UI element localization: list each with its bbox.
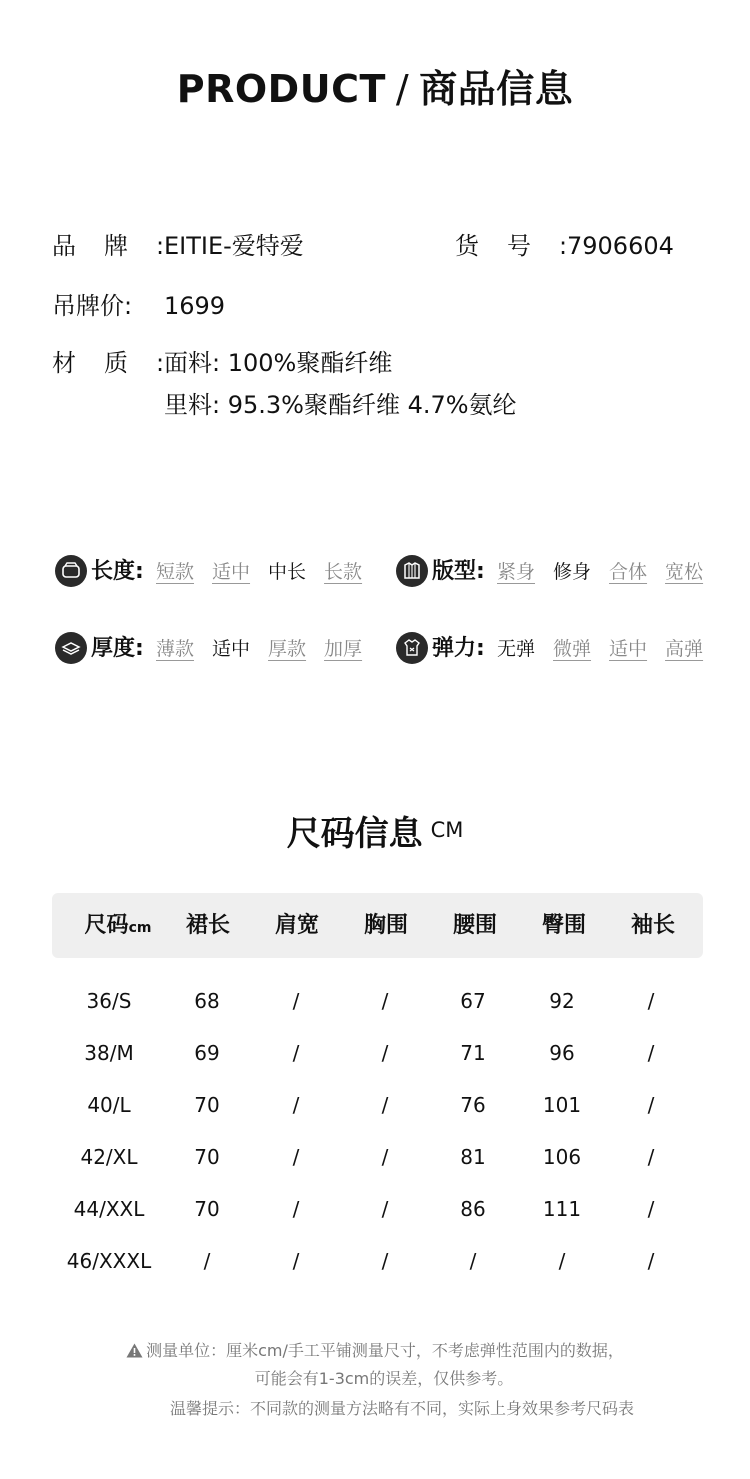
measure-cell: / bbox=[647, 1197, 655, 1221]
header-cell: 袖长 bbox=[630, 913, 675, 938]
option-item: 合体 bbox=[609, 561, 648, 583]
attr-name: 长度: bbox=[91, 559, 144, 584]
page-title bbox=[0, 58, 750, 113]
measure-cell: 76 bbox=[460, 1093, 486, 1117]
title-en: PRODUCT bbox=[176, 67, 386, 111]
fit-icon bbox=[396, 555, 428, 587]
table-row bbox=[0, 981, 750, 1021]
measure-cell: 68 bbox=[194, 989, 220, 1013]
option-item-selected: 中长 bbox=[268, 561, 307, 583]
measure-cell: / bbox=[469, 1249, 477, 1273]
thickness-icon bbox=[55, 632, 87, 664]
measure-cell: 96 bbox=[549, 1041, 575, 1065]
measure-cell: / bbox=[381, 1145, 389, 1169]
measure-cell: / bbox=[381, 1197, 389, 1221]
material-label bbox=[52, 343, 164, 378]
table-row bbox=[0, 1033, 750, 1073]
size-cell: 46/XXXL bbox=[66, 1249, 152, 1273]
table-row bbox=[0, 1085, 750, 1125]
size-title-text: 尺码信息 bbox=[286, 814, 423, 854]
measure-cell: 70 bbox=[194, 1093, 220, 1117]
brand-row bbox=[52, 226, 304, 261]
measure-cell: 70 bbox=[194, 1197, 220, 1221]
note-line-3: 温馨提示：不同款的测量方法略有不同，实际上身效果参考尺码表 bbox=[169, 1399, 634, 1418]
option-item: 紧身 bbox=[497, 561, 536, 583]
option-item: 宽松 bbox=[665, 561, 704, 583]
measure-cell: / bbox=[647, 1249, 655, 1273]
attr-options bbox=[497, 555, 703, 589]
size-cell: 36/S bbox=[86, 989, 132, 1013]
price-row bbox=[52, 286, 225, 321]
attr-name: 厚度: bbox=[91, 636, 144, 661]
measure-cell: / bbox=[292, 1145, 300, 1169]
measure-cell: 106 bbox=[542, 1145, 582, 1169]
option-item-selected: 适中 bbox=[212, 638, 251, 660]
material-line-1: 面料: 100%聚酯纤维 bbox=[164, 349, 393, 377]
measure-cell: / bbox=[381, 1249, 389, 1273]
measure-cell: 101 bbox=[542, 1093, 582, 1117]
measure-cell: / bbox=[292, 1249, 300, 1273]
measure-cell: / bbox=[647, 1093, 655, 1117]
size-cell: 44/XXL bbox=[73, 1197, 145, 1221]
option-item: 微弹 bbox=[553, 638, 592, 660]
material-label-text: 材质: bbox=[52, 349, 165, 377]
sku-label-text: 货号: bbox=[455, 232, 568, 260]
option-item: 薄款 bbox=[156, 638, 195, 660]
header-size-unit: cm bbox=[128, 920, 152, 936]
option-item: 适中 bbox=[609, 638, 648, 660]
measure-cell: 86 bbox=[460, 1197, 486, 1221]
material-line-2: 里料: 95.3%聚酯纤维 4.7%氨纶 bbox=[164, 391, 517, 419]
measure-cell: / bbox=[381, 1041, 389, 1065]
note-line-2: 可能会有1-3cm的误差，仅供参考。 bbox=[254, 1369, 514, 1388]
measure-cell: / bbox=[381, 989, 389, 1013]
measure-cell: 69 bbox=[194, 1041, 220, 1065]
attr-name: 版型: bbox=[432, 559, 485, 584]
measure-cell: 71 bbox=[460, 1041, 486, 1065]
attr-options bbox=[156, 555, 362, 589]
attr-name: 弹力: bbox=[432, 636, 485, 661]
brand-label bbox=[52, 226, 164, 261]
warning-icon bbox=[126, 1343, 143, 1362]
measure-cell: / bbox=[647, 1041, 655, 1065]
header-cell: 胸围 bbox=[363, 913, 408, 938]
measure-cell: / bbox=[292, 1041, 300, 1065]
measure-cell: 70 bbox=[194, 1145, 220, 1169]
price-value: 1699 bbox=[164, 292, 226, 320]
price-label: 吊牌价: bbox=[52, 292, 133, 320]
title-cn: 商品信息 bbox=[419, 67, 574, 111]
size-cell: 38/M bbox=[84, 1041, 134, 1065]
measure-cell: 81 bbox=[460, 1145, 486, 1169]
header-cell: 腰围 bbox=[452, 913, 497, 938]
size-cell: 40/L bbox=[87, 1093, 131, 1117]
header-cell: 臀围 bbox=[541, 913, 586, 938]
table-row bbox=[0, 1189, 750, 1229]
option-item-selected: 修身 bbox=[553, 561, 592, 583]
measure-cell: / bbox=[381, 1093, 389, 1117]
sku-row bbox=[455, 226, 674, 261]
title-slash: / bbox=[395, 67, 410, 111]
measure-cell: / bbox=[292, 989, 300, 1013]
attr-options bbox=[497, 632, 703, 666]
measure-cell: / bbox=[647, 989, 655, 1013]
size-table-header bbox=[52, 893, 703, 958]
elasticity-icon bbox=[396, 632, 428, 664]
measure-cell: 67 bbox=[460, 989, 486, 1013]
sku-label bbox=[455, 226, 567, 261]
measure-cell: / bbox=[558, 1249, 566, 1273]
size-cell: 42/XL bbox=[80, 1145, 138, 1169]
brand-label-text: 品牌: bbox=[52, 232, 165, 260]
size-title-unit: CM bbox=[430, 818, 464, 842]
option-item: 适中 bbox=[212, 561, 251, 583]
table-row bbox=[0, 1137, 750, 1177]
measure-cell: / bbox=[292, 1093, 300, 1117]
table-row bbox=[0, 1241, 750, 1281]
note-text-1: 测量单位：厘米cm/手工平铺测量尺寸，不考虑弹性范围内的数据， bbox=[146, 1341, 624, 1360]
option-item-selected: 无弹 bbox=[497, 638, 536, 660]
header-size-label: 尺码 bbox=[84, 913, 129, 938]
measure-cell: / bbox=[292, 1197, 300, 1221]
attr-options bbox=[156, 632, 362, 666]
option-item: 厚款 bbox=[268, 638, 307, 660]
note-line-1 bbox=[0, 1338, 750, 1362]
header-cell-size bbox=[74, 893, 162, 958]
sku-value: 7906604 bbox=[567, 232, 674, 260]
header-cell: 肩宽 bbox=[274, 913, 319, 938]
option-item: 高弹 bbox=[665, 638, 704, 660]
header-cell: 裙长 bbox=[185, 913, 230, 938]
brand-value: EITIE-爱特爱 bbox=[164, 232, 304, 260]
option-item: 加厚 bbox=[324, 638, 363, 660]
measure-cell: / bbox=[647, 1145, 655, 1169]
material-row bbox=[52, 343, 392, 378]
material-row-2 bbox=[164, 385, 517, 420]
option-item: 短款 bbox=[156, 561, 195, 583]
measure-cell: / bbox=[203, 1249, 211, 1273]
measure-cell: 92 bbox=[549, 989, 575, 1013]
measure-cell: 111 bbox=[542, 1197, 582, 1221]
size-section-title bbox=[0, 806, 750, 855]
option-item: 长款 bbox=[324, 561, 363, 583]
dress-length-icon bbox=[55, 555, 87, 587]
